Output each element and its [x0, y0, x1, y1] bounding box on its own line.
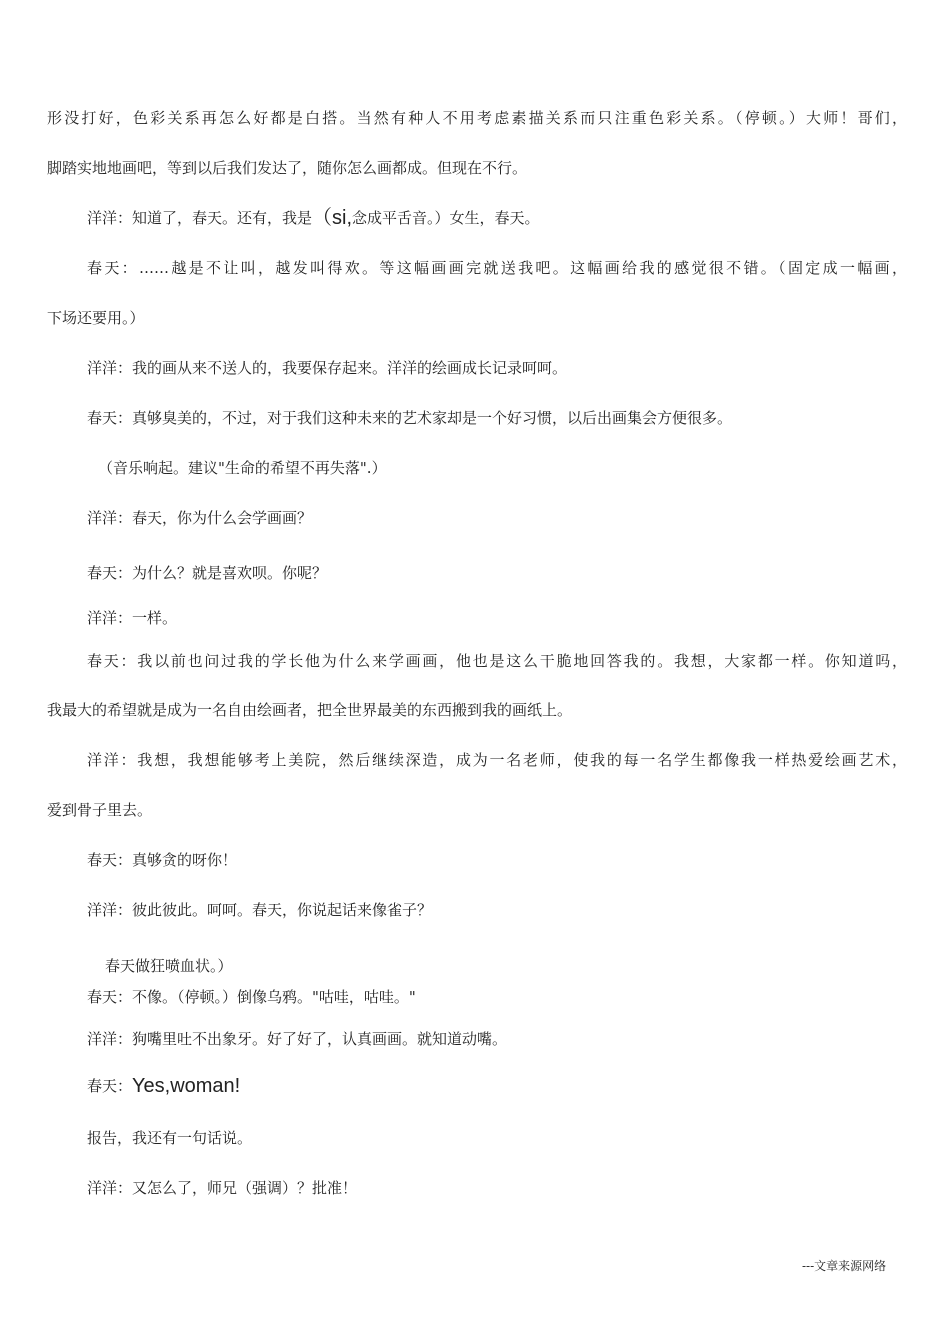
stage-direction: （音乐响起。建议"生命的希望不再失落".）	[98, 459, 387, 477]
dialogue-line: 报告，我还有一句话说。	[87, 1129, 253, 1147]
dialogue-line: 爱到骨子里去。	[47, 801, 153, 819]
dialogue-line: 春天：……越是不让叫，越发叫得欢。等这幅画画完就送我吧。这幅画给我的感觉很不错。（固定成一幅画，	[87, 259, 907, 277]
speaker-label: 春天：	[87, 1077, 133, 1095]
dialogue-line: 下场还要用。）	[47, 309, 145, 327]
paragraph-line: 形没打好，色彩关系再怎么好都是白搭。当然有种人不用考虑素描关系而只注重色彩关系。（停顿。）大师！哥们，	[47, 109, 907, 127]
dialogue-line: 洋洋：狗嘴里吐不出象牙。好了好了，认真画画。就知道动嘴。	[87, 1030, 508, 1048]
paragraph-line: 脚踏实地地画吧，等到以后我们发达了，随你怎么画都成。但现在不行。	[47, 159, 528, 177]
dialogue-line: 春天：不像。（停顿。）倒像乌鸦。"咕哇，咕哇。"	[87, 988, 416, 1006]
dialogue-line: 洋洋：一样。	[87, 609, 178, 627]
dialogue-line: 洋洋：我的画从来不送人的，我要保存起来。洋洋的绘画成长记录呵呵。	[87, 359, 568, 377]
dialogue-line: 春天：真够贪的呀你！	[87, 851, 238, 869]
dialogue-line: 春天：真够臭美的，不过，对于我们这种未来的艺术家却是一个好习惯，以后出画集会方便很多。	[87, 409, 733, 427]
dialogue-line: 洋洋：我想，我想能够考上美院，然后继续深造，成为一名老师，使我的每一名学生都像我一样热爱绘画艺术，	[87, 751, 907, 769]
source-footer: ---文章来源网络	[802, 1259, 887, 1273]
dialogue-line: 我最大的希望就是成为一名自由绘画者，把全世界最美的东西搬到我的画纸上。	[47, 701, 573, 719]
dialogue-line: 洋洋：春天，你为什么会学画画？	[87, 509, 313, 527]
dialogue-text: 洋洋：知道了，春天。还有，我是	[87, 209, 313, 227]
dialogue-line	[87, 208, 540, 228]
english-phrase: Yes,woman!	[132, 1075, 241, 1097]
dialogue-line: 春天：为什么？就是喜欢呗。你呢？	[87, 564, 328, 582]
dialogue-line: 春天：我以前也问过我的学长他为什么来学画画，他也是这么干脆地回答我的。我想，大家都一样。你知道吗，	[87, 652, 907, 670]
stage-direction: 春天做狂喷血状。）	[105, 957, 233, 975]
dialogue-line: 洋洋：彼此彼此。呵呵。春天，你说起话来像雀子？	[87, 901, 433, 919]
dialogue-text: 念成平舌音。）女生，春天。	[352, 209, 540, 227]
paren-open: （	[312, 207, 333, 229]
pinyin-si: si,	[332, 207, 353, 229]
dialogue-line	[87, 1076, 240, 1096]
dialogue-line: 洋洋：又怎么了，师兄（强调）？批准！	[87, 1179, 358, 1197]
